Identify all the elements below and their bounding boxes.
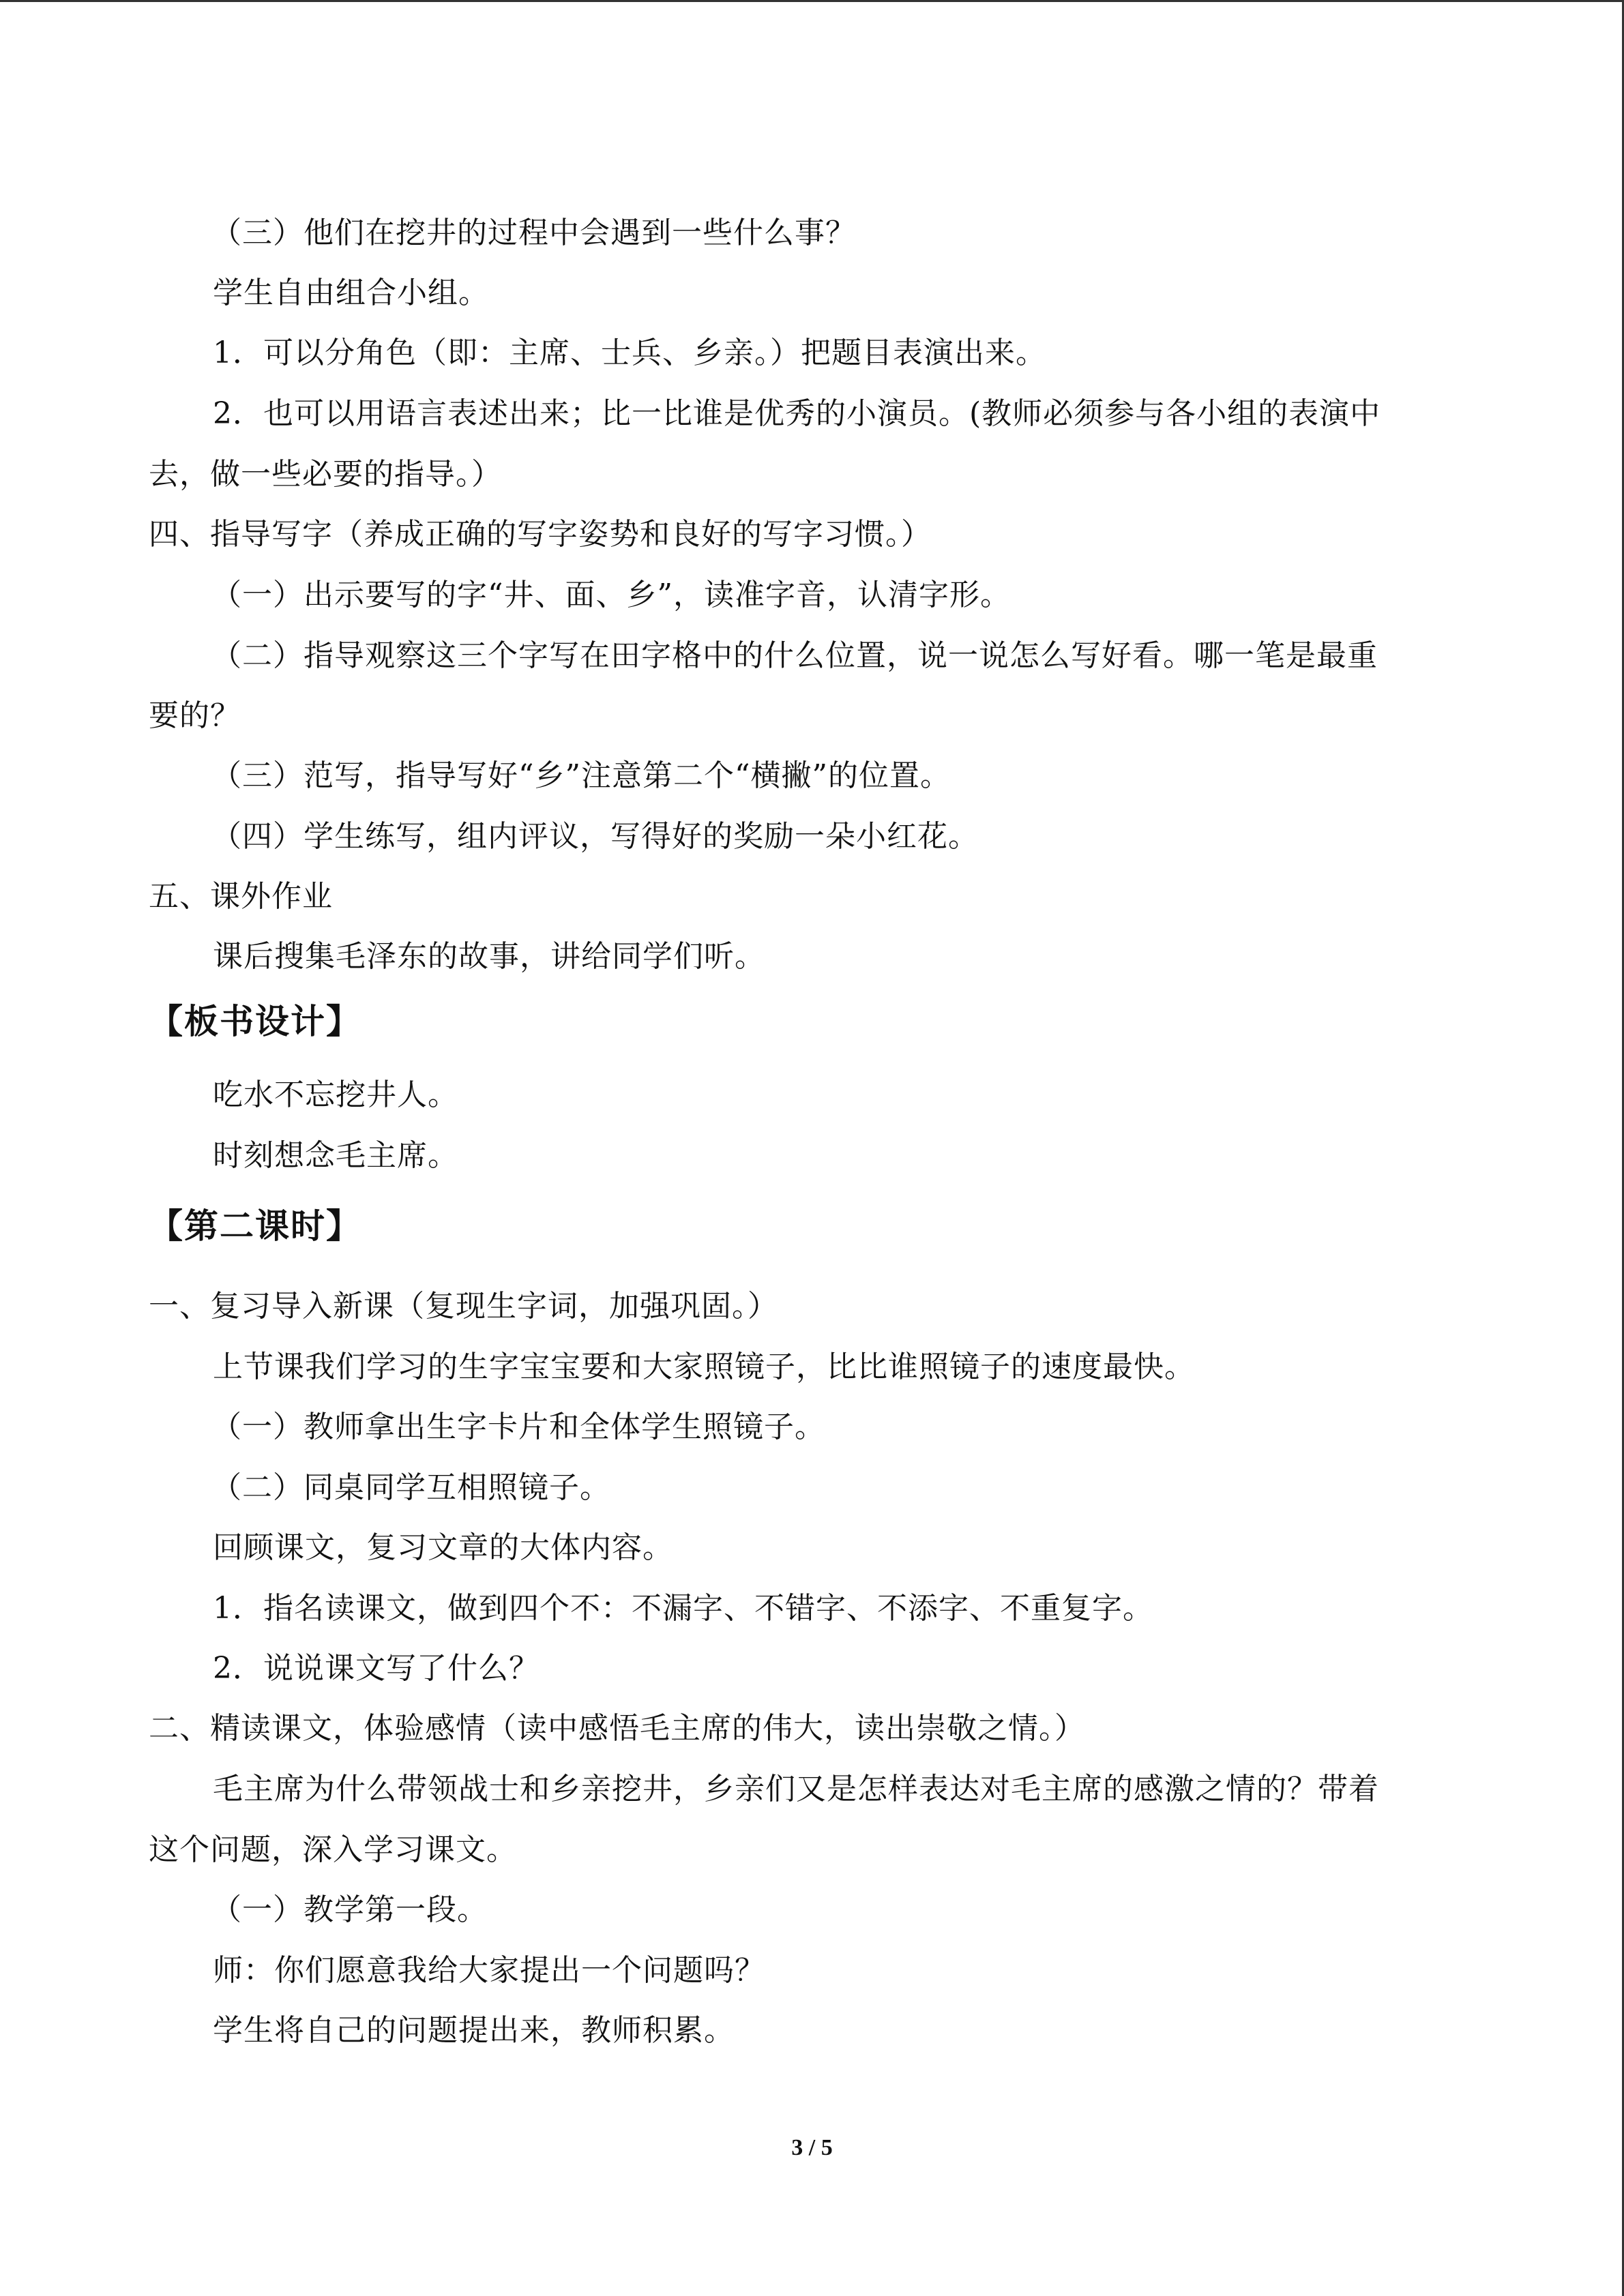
paragraph-line: （三）他们在挖井的过程中会遇到一些什么事？ xyxy=(211,215,856,250)
paragraph-line: （一）出示要写的字“井、面、乡”，读准字音，认清字形。 xyxy=(211,578,1011,612)
paragraph-line: （一）教学第一段。 xyxy=(211,1892,488,1927)
paragraph-line: 2．也可以用语言表述出来；比一比谁是优秀的小演员。(教师必须参与各小组的表演中 xyxy=(213,396,1381,431)
paragraph-line: （二）同桌同学互相照镜子。 xyxy=(211,1470,610,1505)
paragraph-line: 课后搜集毛泽东的故事，讲给同学们听。 xyxy=(213,939,765,974)
paragraph-line: （三）范写，指导写好“乡”注意第二个“横撇”的位置。 xyxy=(211,758,951,793)
paragraph-line: 时刻想念毛主席。 xyxy=(213,1138,458,1173)
board-design-heading: 【板书设计】 xyxy=(149,1002,361,1041)
paragraph-line: 上节课我们学习的生字宝宝要和大家照镜子，比比谁照镜子的速度最快。 xyxy=(213,1350,1195,1384)
paragraph-line: 1．可以分角色（即：主席、士兵、乡亲。）把题目表演出来。 xyxy=(213,336,1046,370)
paragraph-line: （一）教师拿出生字卡片和全体学生照镜子。 xyxy=(211,1410,825,1444)
paragraph-line: 学生自由组合小组。 xyxy=(213,275,489,310)
paragraph-line: 去，做一些必要的指导。） xyxy=(149,457,502,492)
paragraph-line: 回顾课文，复习文章的大体内容。 xyxy=(213,1530,673,1565)
page-number: 3 / 5 xyxy=(791,2135,833,2160)
paragraph-line: （二）指导观察这三个字写在田字格中的什么位置，说一说怎么写好看。哪一笔是最重 xyxy=(211,638,1378,673)
paragraph-line: 吃水不忘挖井人。 xyxy=(213,1077,458,1112)
section-heading: 一、复习导入新课（复现生字词，加强巩固。） xyxy=(149,1289,778,1324)
paragraph-line: 1．指名读课文，做到四个不：不漏字、不错字、不添字、不重复字。 xyxy=(213,1591,1153,1626)
paragraph-line: 学生将自己的问题提出来，教师积累。 xyxy=(213,2013,735,2048)
paragraph-line: 师：你们愿意我给大家提出一个问题吗？ xyxy=(213,1953,765,1988)
paragraph-line: 毛主席为什么带领战士和乡亲挖井，乡亲们又是怎样表达对毛主席的感激之情的？带着 xyxy=(213,1772,1379,1806)
paragraph-line: 这个问题，深入学习课文。 xyxy=(149,1832,517,1867)
paragraph-line: 要的？ xyxy=(149,698,241,733)
section-heading: 四、指导写字（养成正确的写字姿势和良好的写字习惯。） xyxy=(149,517,932,552)
paragraph-line: （四）学生练写，组内评议，写得好的奖励一朵小红花。 xyxy=(211,819,979,854)
section-heading: 二、精读课文，体验感情（读中感悟毛主席的伟大，读出崇敬之情。） xyxy=(149,1711,1085,1746)
second-lesson-heading: 【第二课时】 xyxy=(149,1206,361,1246)
paragraph-line: 2．说说课文写了什么？ xyxy=(213,1651,540,1686)
section-heading: 五、课外作业 xyxy=(149,879,333,914)
